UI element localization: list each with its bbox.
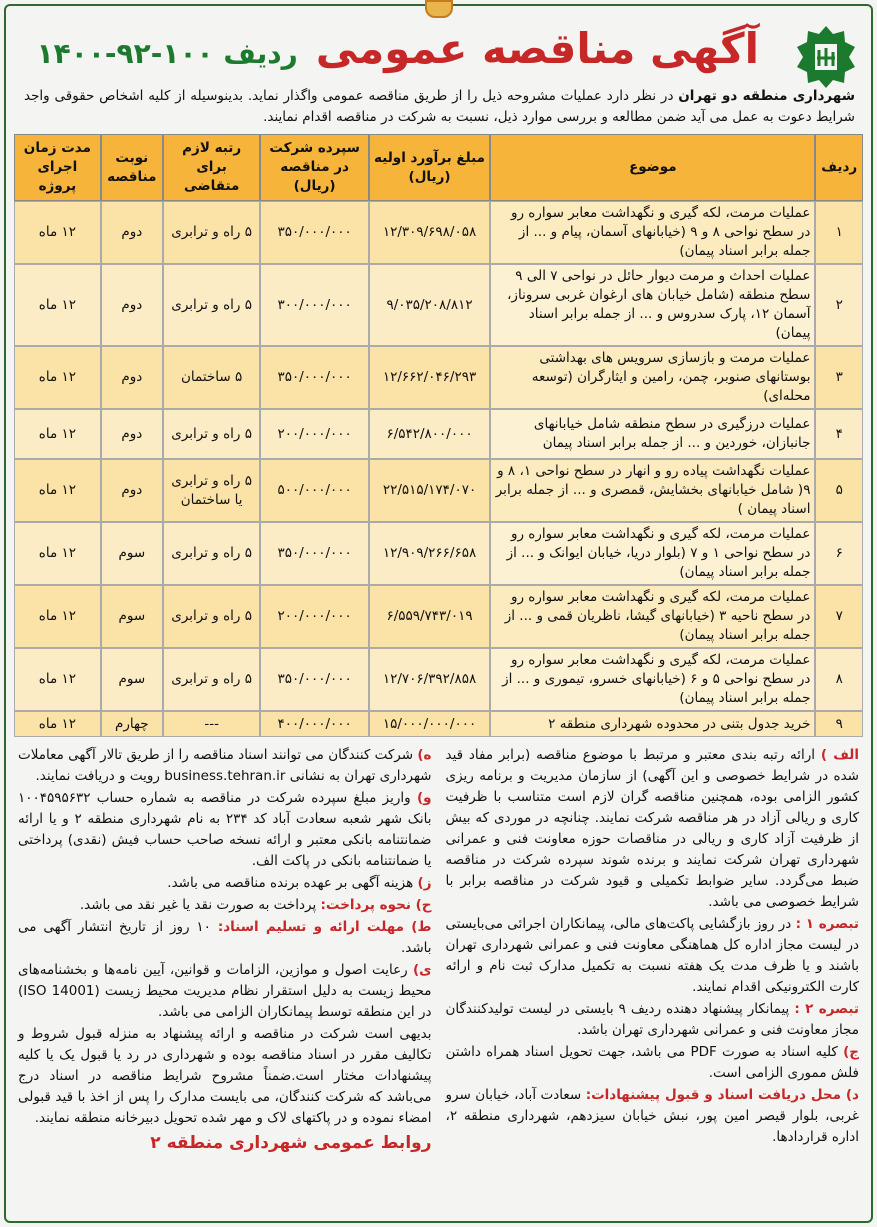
clause-ye-label: ی) [412,962,432,978]
subject-cell: عملیات مرمت، لکه گیری و نگهداشت معابر سواره رو در سطح ناحیه ۳ (خیابانهای گیشا، ناظریان قمی و ... از جمله برابر اسناد پیمان) [490,585,815,648]
duration-cell: ۱۲ ماه [14,459,101,522]
clause-ze-label: ز) [417,875,432,891]
header-duration: مدت زمان اجرای پروژه [14,134,101,201]
rank-cell: ۵ راه و ترابری [163,522,261,585]
terms-section [8,737,869,1154]
clause-dal-text: سعادت آباد، خیابان سرو غربی، بلوار قیصر امین پور، نبش خیابان سیزدهم، شهرداری منطقه ۲، اداره قراردادها. [445,1087,859,1145]
intro-text: در نظر دارد عملیات مشروحه ذیل را از طریق مناقصه عمومی واگذار نماید. بدینوسیله از کلیه اشخاص حقوقی واجد شرایط دعوت به عمل می آید ضمن مطالعه و بررسی موارد ذیل، نسبت به شرکت در مناقصه اقدام نمایند. [24,88,855,125]
subject-cell: عملیات مرمت، لکه گیری و نگهداشت معابر سواره رو در سطح نواحی ۵ و ۶ (خیابانهای خسرو، تیموری و ... از جمله برابر اسناد پیمان) [490,648,815,711]
round-cell: دوم [101,346,163,409]
round-cell: سوم [101,648,163,711]
estimate-cell: ۱۲/۳۰۹/۶۹۸/۰۵۸ [369,201,490,264]
estimate-cell: ۱۲/۹۰۹/۲۶۶/۶۵۸ [369,522,490,585]
round-cell: دوم [101,201,163,264]
tender-table [14,134,863,737]
terms-left-column [18,745,432,1154]
clause-vav-label: و) [416,790,432,806]
estimate-cell: ۱۲/۷۰۶/۳۹۲/۸۵۸ [369,648,490,711]
row-number-cell: ۶ [815,522,863,585]
header-rank: رتبه لازم برای متقاضی [163,134,261,201]
clause-alef-label: الف ) [820,747,859,763]
clause-deadline [18,917,432,959]
header [8,6,869,90]
clause-he-text-2: رویت و دریافت نمایند. [35,768,160,784]
row-reference: ردیف ۱۰۰-۹۲-۱۴۰۰ [36,37,298,70]
duration-cell: ۱۲ ماه [14,201,101,264]
clause-payment-label: ح) نحوه پرداخت: [320,897,432,913]
rank-cell: ۵ راه و ترابری یا ساختمان [163,459,261,522]
row-number-cell: ۹ [815,711,863,737]
clause-deadline-label: ط) مهلت ارائه و تسلیم اسناد: [217,919,432,935]
round-cell: دوم [101,409,163,459]
header-deposit: سپرده شرکت در مناقصه (ریال) [260,134,368,201]
title-group [37,24,759,73]
deposit-cell: ۳۰۰/۰۰۰/۰۰۰ [260,264,368,346]
rank-cell: ۵ راه و ترابری [163,201,261,264]
table-header-row [14,134,863,201]
deposit-cell: ۵۰۰/۰۰۰/۰۰۰ [260,459,368,522]
table-row [14,459,863,522]
clause-ze [18,873,432,894]
deposit-cell: ۳۵۰/۰۰۰/۰۰۰ [260,522,368,585]
row-number-cell: ۸ [815,648,863,711]
subject-cell: عملیات احداث و مرمت دیوار حائل در نواحی ۷ الی ۹ سطح منطقه (شامل خیابان های ارغوان غربی سروناز، آسمان ۱۲، پارک سدروس و ... از جمله برابر اسناد پیمان) [490,264,815,346]
estimate-cell: ۹/۰۳۵/۲۰۸/۸۱۲ [369,264,490,346]
clause-dal [446,1085,860,1148]
row-number-cell: ۱ [815,201,863,264]
table-row [14,409,863,459]
clause-jim-label: ج) [843,1044,860,1060]
note-1 [446,914,860,998]
clause-payment [18,895,432,916]
row-number-cell: ۳ [815,346,863,409]
clause-deadline-text: ۱۰ روز از تاریخ انتشار آگهی می باشد. [18,919,432,956]
deposit-cell: ۳۵۰/۰۰۰/۰۰۰ [260,201,368,264]
organization-name: شهرداری منطقه دو تهران [678,88,855,104]
row-number-cell: ۵ [815,459,863,522]
table-row [14,585,863,648]
note-2-text: پیمانکار پیشنهاد دهنده ردیف ۹ بایستی در لیست تولیدکنندگان مجاز معاونت فنی و عمرانی شهرداری تهران باشد. [445,1001,859,1038]
deposit-cell: ۳۵۰/۰۰۰/۰۰۰ [260,648,368,711]
notice-title: آگهی مناقصه عمومی [315,24,759,73]
duration-cell: ۱۲ ماه [14,585,101,648]
rank-cell: ۵ راه و ترابری [163,648,261,711]
subject-cell: عملیات درزگیری در سطح منطقه شامل خیابانهای جانبازان، خوردین و ... از جمله برابر اسناد پیمان [490,409,815,459]
clause-he [18,745,432,787]
estimate-cell: ۲۲/۵۱۵/۱۷۴/۰۷۰ [369,459,490,522]
round-cell: سوم [101,522,163,585]
table-row [14,648,863,711]
terms-right-column [446,745,860,1154]
duration-cell: ۱۲ ماه [14,409,101,459]
table-body [14,201,863,737]
table-row [14,522,863,585]
subject-cell: عملیات مرمت، لکه گیری و نگهداشت معابر سواره رو در سطح نواحی ۸ و ۹ (خیابانهای آسمان، پیام و ... از جمله برابر اسناد پیمان) [490,201,815,264]
clause-vav-text: واریز مبلغ سپرده شرکت در مناقصه به شماره حساب ۱۰۰۴۵۹۵۶۳۲ بانک شهر شعبه سعادت آباد کد ۲۳۴ به نام شهرداری منطقه ۲ و یا ارائه ضمانتنامه بانکی معتبر و ارائه نسخه صاحب حساب فیش (نقدی) پرداختی یا ضمانتنامه بانکی در پاکت الف. [18,790,432,869]
clause-jim-text: کلیه اسناد به صورت PDF می باشد، جهت تحویل اسناد همراه داشتن فلش مموری الزامی است. [445,1044,859,1081]
estimate-cell: ۱۲/۶۶۲/۰۴۶/۲۹۳ [369,346,490,409]
tehran-municipality-logo-icon [795,24,857,90]
header-subject: موضوع [490,134,815,201]
closing-text: بدیهی است شرکت در مناقصه و ارائه پیشنهاد به منزله قبول شروط و تکالیف مقرر در اسناد مناقصه بوده و شهرداری در رد یا قبول یک یا کلیه پیشنهادات مختار است.ضمناً مشروح شرایط مناقصه در اسناد درج می‌باشد که شرکت کنندگان، می بایست مدارک را پس از اخذ با قید قبولی امضاء نموده و در پاکتهای لاک و مهر شده تحویل دبیرخانه منطقه نمایند. [18,1026,432,1126]
row-number-cell: ۴ [815,409,863,459]
rank-cell: ۵ ساختمان [163,346,261,409]
table-row [14,264,863,346]
rank-cell: ۵ راه و ترابری [163,585,261,648]
round-cell: دوم [101,459,163,522]
header-round: نوبت مناقصه [101,134,163,201]
subject-cell: خرید جدول بتنی در محدوده شهرداری منطقه ۲ [490,711,815,737]
rank-cell: ۵ راه و ترابری [163,409,261,459]
estimate-cell: ۱۵/۰۰۰/۰۰۰/۰۰۰ [369,711,490,737]
clause-ye [18,960,432,1023]
subject-cell: عملیات نگهداشت پیاده رو و انهار در سطح نواحی ۱، ۸ و ۹( شامل خیابانهای بخشایش، قمصری و ... از جمله برابر اسناد پیمان ) [490,459,815,522]
note-1-text: در روز بازگشایی پاکت‌های مالی، پیمانکاران اجرائی می‌بایستی در لیست مجاز اداره کل هماهنگی معاونت فنی و عمرانی شهرداری تهران باشند و یا ظرف مدت یک هفته نسبت به تکمیل مدارک ثبت نام و ارائه کارت الکترونیکی اقدام نمایند. [445,916,859,995]
duration-cell: ۱۲ ماه [14,346,101,409]
rank-cell: ۵ راه و ترابری [163,264,261,346]
duration-cell: ۱۲ ماه [14,264,101,346]
note-2 [446,999,860,1041]
intro-paragraph [8,86,869,128]
round-cell: دوم [101,264,163,346]
header-estimate: مبلغ برآورد اولیه (ریال) [369,134,490,201]
signature: روابط عمومی شهرداری منطقه ۲ [150,1133,432,1153]
clause-vav [18,788,432,872]
subject-cell: عملیات مرمت و بازسازی سرویس های بهداشتی بوستانهای صنوبر، چمن، رامین و ایثارگران (توسعه محله‌ای) [490,346,815,409]
deposit-cell: ۳۵۰/۰۰۰/۰۰۰ [260,346,368,409]
note-1-label: تبصره ۱ : [795,916,859,932]
clause-alef-text: ارائه رتبه بندی معتبر و مرتبط با موضوع مناقصه (برابر مفاد قید شده در شرایط خصوصی و این آگهی) از سازمان مدیریت و برنامه ریزی کشور الزامی بوده، همچنین مناقصه گران لازم است متناسب با ظرفیت کاری و ریالی آزاد در هر مناقصه شرکت نمایند. چنانچه در موردی که بیش از ظرفیت آزاد کاری و ریالی در مناقصات حوزه معاونت فنی و عمرانی شهرداری تهران شرکت نمایند و برنده شوند سپرده شرکت در مناقصه ضبط می‌گردد. سایر ضوابط تکمیلی و قیود شرکت در مناقصه برابر با شرایط خصوصی می باشد. [445,747,859,910]
row-number-cell: ۷ [815,585,863,648]
deposit-cell: ۴۰۰/۰۰۰/۰۰۰ [260,711,368,737]
estimate-cell: ۶/۵۵۹/۷۴۳/۰۱۹ [369,585,490,648]
clause-payment-text: پرداخت به صورت نقد یا غیر نقد می باشد. [79,897,317,913]
deposit-cell: ۲۰۰/۰۰۰/۰۰۰ [260,409,368,459]
header-row-number: ردیف [815,134,863,201]
estimate-cell: ۶/۵۴۲/۸۰۰/۰۰۰ [369,409,490,459]
row-number-cell: ۲ [815,264,863,346]
note-2-label: تبصره ۲ : [794,1001,860,1017]
duration-cell: ۱۲ ماه [14,648,101,711]
clause-he-label: ه) [417,747,432,763]
clause-ze-text: هزینه آگهی بر عهده برنده مناقصه می باشد. [167,875,414,891]
table-row [14,201,863,264]
clause-dal-label: د) محل دریافت اسناد و قبول پیشنهادات: [585,1087,859,1103]
clause-alef [446,745,860,913]
deposit-cell: ۲۰۰/۰۰۰/۰۰۰ [260,585,368,648]
rank-cell: --- [163,711,261,737]
tender-portal-link[interactable]: business.tehran.ir [164,768,286,784]
clause-ye-text: رعایت اصول و موازین، الزامات و قوانین، آیین نامه‌ها و بخشنامه‌های محیط زیست به دلیل استقرار نظام مدیریت محیط زیست (ISO 14001) در این منطقه توسط پیمانکاران الزامی می باشد. [18,962,432,1020]
clause-he-text: شرکت کنندگان می توانند اسناد مناقصه را از طریق تالار آگهی معاملات شهرداری تهران به نشانی [17,747,432,784]
clause-jim [446,1042,860,1084]
table-row [14,711,863,737]
duration-cell: ۱۲ ماه [14,522,101,585]
table-row [14,346,863,409]
subject-cell: عملیات مرمت، لکه گیری و نگهداشت معابر سواره رو در سطح نواحی ۱ و ۷ (بلوار دریا، خیابان ایوانک و ... از جمله برابر اسناد پیمان) [490,522,815,585]
duration-cell: ۱۲ ماه [14,711,101,737]
round-cell: چهارم [101,711,163,737]
round-cell: سوم [101,585,163,648]
